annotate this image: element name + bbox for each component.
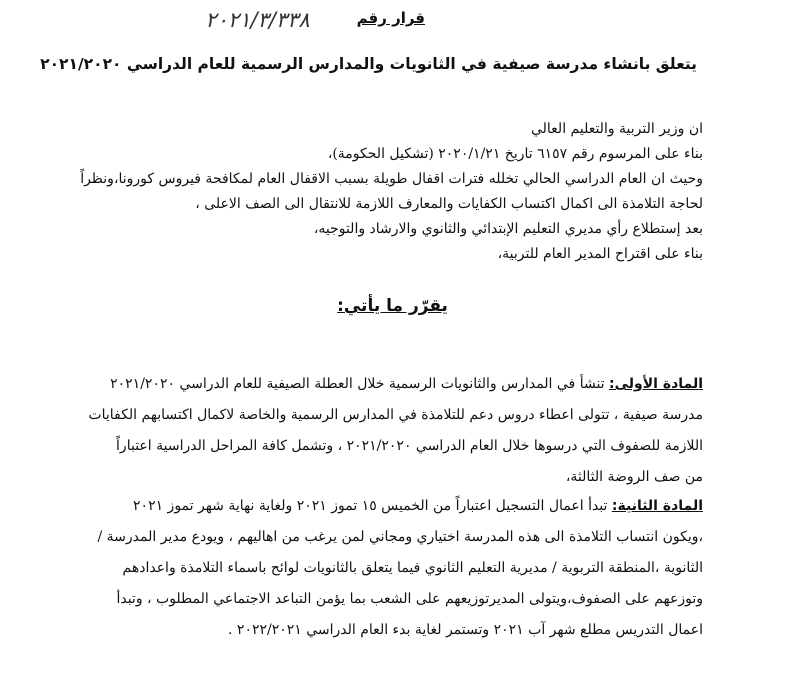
decides-heading bbox=[0, 296, 785, 316]
article-line: اعمال التدريس مطلع شهر آب ٢٠٢١ وتستمر لغاية بدء العام الدراسي ٢٠٢٢/٢٠٢١ . bbox=[228, 622, 703, 638]
article-line: اللازمة للصفوف التي درسوها خلال العام الدراسي ٢٠٢١/٢٠٢٠ ، وتشمل كافة المراحل الدراسية اعتباراً bbox=[116, 438, 703, 454]
article-2-text: تبدأ اعمال التسجيل اعتباراً من الخميس ١٥ تموز ٢٠٢١ ولغاية نهاية شهر تموز ٢٠٢١ bbox=[133, 498, 612, 514]
article-1-text: تنشأ في المدارس والثانويات الرسمية خلال العطلة الصيفية للعام الدراسي ٢٠٢١/٢٠٢٠ bbox=[110, 376, 610, 392]
article-2 bbox=[78, 491, 703, 646]
preamble-line: بناء على المرسوم رقم ٦١٥٧ تاريخ ٢٠٢٠/١/٢١ (تشكيل الحكومة)، bbox=[327, 146, 703, 162]
article-line: مدرسة صيفية ، تتولى اعطاء دروس دعم للتلامذة في المدارس الرسمية والخاصة لاكمال اكتسابهم الكفايات bbox=[88, 407, 703, 423]
article-line bbox=[78, 369, 703, 400]
preamble-line: بناء على اقتراح المدير العام للتربية، bbox=[497, 246, 703, 262]
document-title: يتعلق بانشاء مدرسة صيفية في الثانويات والمدارس الرسمية للعام الدراسي ٢٠٢١/٢٠٢٠ bbox=[40, 55, 697, 73]
article-2-label: المادة الثانية: bbox=[611, 498, 703, 514]
article-line: الثانوية ،المنطقة التربوية / مديرية التعليم الثانوي فيما يتعلق بالثانويات لوائح باسماء التلامذة واعدادهم bbox=[122, 560, 703, 576]
preamble-line: ان وزير التربية والتعليم العالي bbox=[530, 121, 703, 137]
preamble-line: وحيث ان العام الدراسي الحالي تخلله فترات اقفال طويلة بسبب الاقفال العام لمكافحة فيروس كورونا،ونظراً bbox=[80, 171, 703, 187]
article-line: من صف الروضة الثالثة، bbox=[565, 469, 703, 485]
article-line bbox=[78, 491, 703, 522]
article-1-label: المادة الأولى: bbox=[609, 376, 703, 392]
article-line: وتوزعهم على الصفوف،ويتولى المديرتوزيعهم على الشعب بما يؤمن التباعد الاجتماعي المطلوب ، وتبدأ bbox=[116, 591, 703, 607]
preamble bbox=[63, 117, 703, 267]
preamble-line: بعد إستطلاع رأي مديري التعليم الإبتدائي والثانوي والارشاد والتوجيه، bbox=[313, 221, 703, 237]
handwritten-decision-number: ٢٠٢١/٣/٣٣٨ bbox=[205, 8, 310, 32]
preamble-line: لحاجة التلامذة الى اكمال اكتساب الكفايات والمعارف اللازمة للانتقال الى الصف الاعلى ، bbox=[195, 196, 703, 212]
decision-number-label: قرار رقم bbox=[356, 9, 425, 27]
article-line: ،ويكون انتساب التلامذة الى هذه المدرسة اختياري ومجاني لمن يرغب من اهاليهم ، ويودع مدير المدرسة / bbox=[97, 529, 703, 545]
article-1 bbox=[78, 369, 703, 493]
decides-text: يقرّر ما يأتي: bbox=[337, 296, 448, 316]
